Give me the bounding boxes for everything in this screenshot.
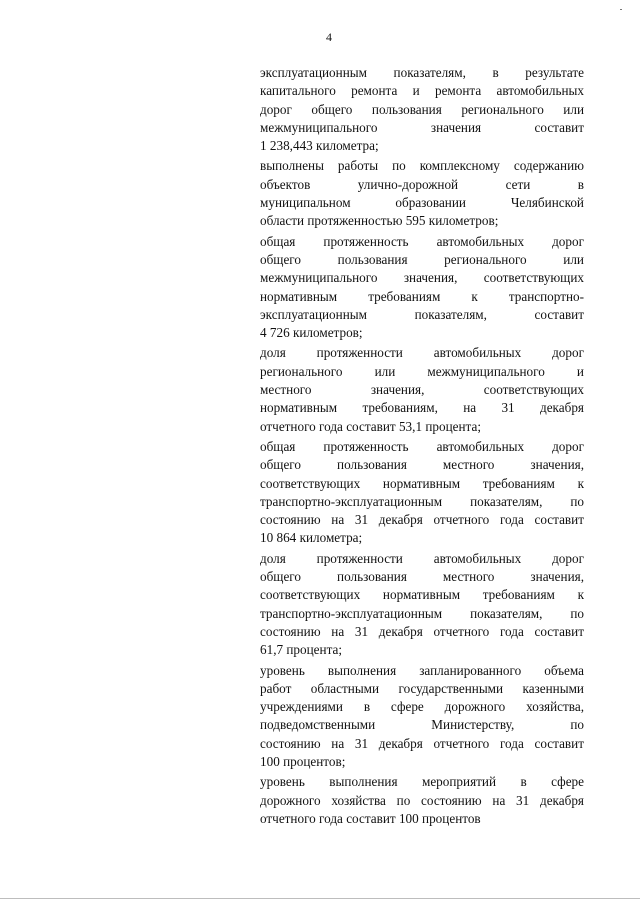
text-line: соответствующих нормативным требованиям к bbox=[260, 587, 584, 603]
text-line: нормативным требованиям к транспортно- bbox=[260, 288, 584, 304]
text-line: общего пользования регионального или bbox=[260, 251, 584, 267]
text-line: эксплуатационным показателям, в результате bbox=[260, 65, 584, 80]
text-line: отчетного года составит 53,1 процента; bbox=[260, 418, 481, 434]
paragraph-4 bbox=[260, 344, 584, 435]
paragraph-5 bbox=[260, 438, 584, 548]
text-line: 100 процентов; bbox=[260, 753, 346, 769]
paragraph-8 bbox=[260, 773, 584, 828]
text-line: регионального или межмуниципального и bbox=[260, 363, 584, 379]
text-line: работ областными государственными казенными bbox=[260, 680, 584, 696]
text-line: уровень выполнения запланированного объема bbox=[260, 662, 584, 678]
paragraph-7 bbox=[260, 662, 584, 772]
text-line: транспортно-эксплуатационным показателям, по bbox=[260, 493, 584, 509]
text-line: 61,7 процента; bbox=[260, 642, 343, 658]
text-line: муниципальном образовании Челябинской bbox=[260, 195, 584, 211]
text-line: состоянию на 31 декабря отчетного года составит bbox=[260, 735, 584, 751]
paragraph-6 bbox=[260, 550, 584, 660]
page-number: 4 bbox=[326, 30, 332, 44]
paragraph-1 bbox=[260, 64, 584, 155]
text-line: общая протяженность автомобильных дорог bbox=[260, 233, 584, 249]
text-line: межмуниципального значения составит bbox=[260, 119, 584, 135]
text-line: общая протяженность автомобильных дорог bbox=[260, 438, 584, 454]
text-line: 4 726 километров; bbox=[260, 325, 363, 341]
text-line: объектов улично-дорожной сети в bbox=[260, 176, 584, 192]
text-line: 1 238,443 километра; bbox=[260, 138, 379, 154]
text-line: доля протяженности автомобильных дорог bbox=[260, 345, 584, 361]
text-line: уровень выполнения мероприятий в сфере bbox=[260, 774, 584, 790]
text-line: нормативным требованиям, на 31 декабря bbox=[260, 400, 584, 416]
paragraph-2 bbox=[260, 157, 584, 230]
scan-mark bbox=[620, 9, 622, 10]
paragraph-3 bbox=[260, 233, 584, 343]
text-line: общего пользования местного значения, bbox=[260, 457, 584, 473]
text-line: доля протяженности автомобильных дорог bbox=[260, 550, 584, 566]
text-line: подведомственными Министерству, по bbox=[260, 717, 584, 733]
body-text bbox=[260, 64, 584, 830]
text-line: области протяженностью 595 километров; bbox=[260, 213, 499, 229]
text-line: состоянию на 31 декабря отчетного года составит bbox=[260, 512, 584, 528]
bottom-edge-line bbox=[0, 898, 640, 899]
text-line: 10 864 километра; bbox=[260, 530, 363, 546]
text-line: местного значения, соответствующих bbox=[260, 382, 584, 398]
text-line: эксплуатационным показателям, составит bbox=[260, 306, 584, 322]
text-line: транспортно-эксплуатационным показателям, по bbox=[260, 605, 584, 621]
text-line: дорог общего пользования регионального или bbox=[260, 101, 584, 117]
text-line: учреждениями в сфере дорожного хозяйства, bbox=[260, 699, 584, 715]
text-line: состоянию на 31 декабря отчетного года составит bbox=[260, 623, 584, 639]
text-line: дорожного хозяйства по состоянию на 31 декабря bbox=[260, 792, 584, 808]
text-line: общего пользования местного значения, bbox=[260, 569, 584, 585]
text-line: отчетного года составит 100 процентов bbox=[260, 810, 481, 826]
text-line: межмуниципального значения, соответствующих bbox=[260, 270, 584, 286]
text-line: выполнены работы по комплексному содержанию bbox=[260, 158, 584, 174]
text-line: соответствующих нормативным требованиям к bbox=[260, 475, 584, 491]
text-line: капитального ремонта и ремонта автомобильных bbox=[260, 83, 584, 99]
